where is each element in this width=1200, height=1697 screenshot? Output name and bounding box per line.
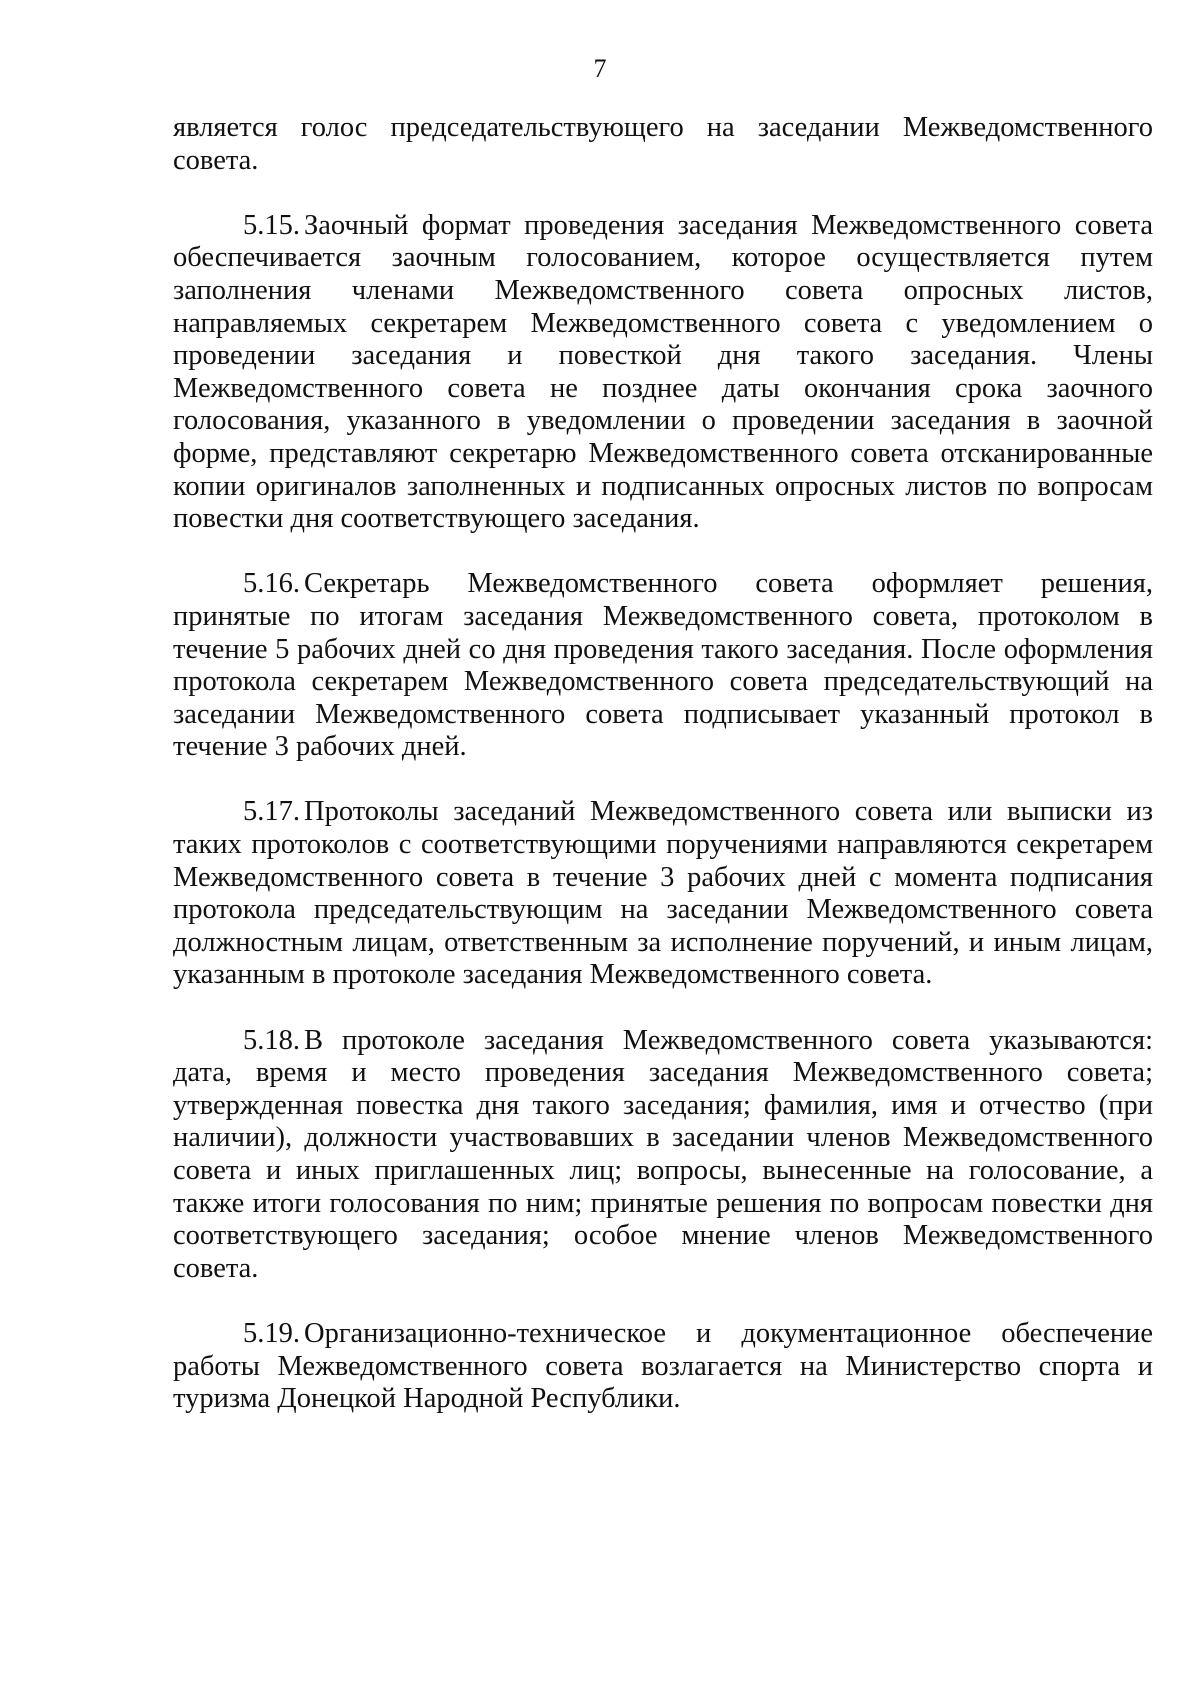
- paragraph-number: 5.16.: [243, 568, 300, 600]
- paragraph-number: 5.17.: [243, 796, 300, 828]
- paragraph-continuation: [173, 112, 1153, 177]
- document-body: [173, 112, 1153, 1416]
- paragraph-text: является голос председательствующего на заседании Межведомственного совета.: [173, 112, 1153, 176]
- page-number: 7: [593, 54, 607, 83]
- paragraph-number: 5.15.: [243, 209, 300, 241]
- paragraph-text: В протоколе заседания Межведомственного совета указываются: дата, время и место проведения заседания Межведомственного совета; утвержденная повестка дня такого заседания; фамилия, имя и отчество (при наличии), должности участвовавших в заседании членов Межведомственного совета и иных приглашенных лиц; вопросы, вынесенные на голосование, а также итоги голосования по ним; принятые решения по вопросам повестки дня соответствующего заседания; особое мнение членов Межведомственного совета.: [173, 1024, 1153, 1284]
- paragraph-5-19: [173, 1318, 1153, 1416]
- paragraph-5-15: [173, 210, 1153, 536]
- paragraph-text: Заочный формат проведения заседания Межведомственного совета обеспечивается заочным голосованием, которое осуществляется путем заполнения членами Межведомственного совета опросных листов, направляемых секретарем Межведомственного совета с уведомлением о проведении заседания и повесткой дня такого заседания. Члены Межведомственного совета не позднее даты окончания срока заочного голосования, указанного в уведомлении о проведении заседания в заочной форме, представляют секретарю Межведомственного совета отсканированные копии оригиналов заполненных и подписанных опросных листов по вопросам повестки дня соответствующего заседания.: [173, 209, 1153, 535]
- paragraph-5-18: [173, 1025, 1153, 1286]
- paragraph-5-16: [173, 568, 1153, 764]
- paragraph-number: 5.18.: [243, 1024, 300, 1056]
- paragraph-text: Секретарь Межведомственного совета оформляет решения, принятые по итогам заседания Межведомственного совета, протоколом в течение 5 рабочих дней со дня проведения такого заседания. После оформления протокола секретарем Межведомственного совета председательствующий на заседании Межведомственного совета подписывает указанный протокол в течение 3 рабочих дней.: [173, 568, 1153, 763]
- paragraph-5-17: [173, 796, 1153, 992]
- paragraph-number: 5.19.: [243, 1317, 300, 1349]
- paragraph-text: Протоколы заседаний Межведомственного совета или выписки из таких протоколов с соответствующими поручениями направляются секретарем Межведомственного совета в течение 3 рабочих дней с момента подписания протокола председательствующим на заседании Межведомственного совета должностным лицам, ответственным за исполнение поручений, и иным лицам, указанным в протоколе заседания Межведомственного совета.: [173, 796, 1153, 991]
- paragraph-text: Организационно-техническое и документационное обеспечение работы Межведомственного совета возлагается на Министерство спорта и туризма Донецкой Народной Республики.: [173, 1317, 1153, 1415]
